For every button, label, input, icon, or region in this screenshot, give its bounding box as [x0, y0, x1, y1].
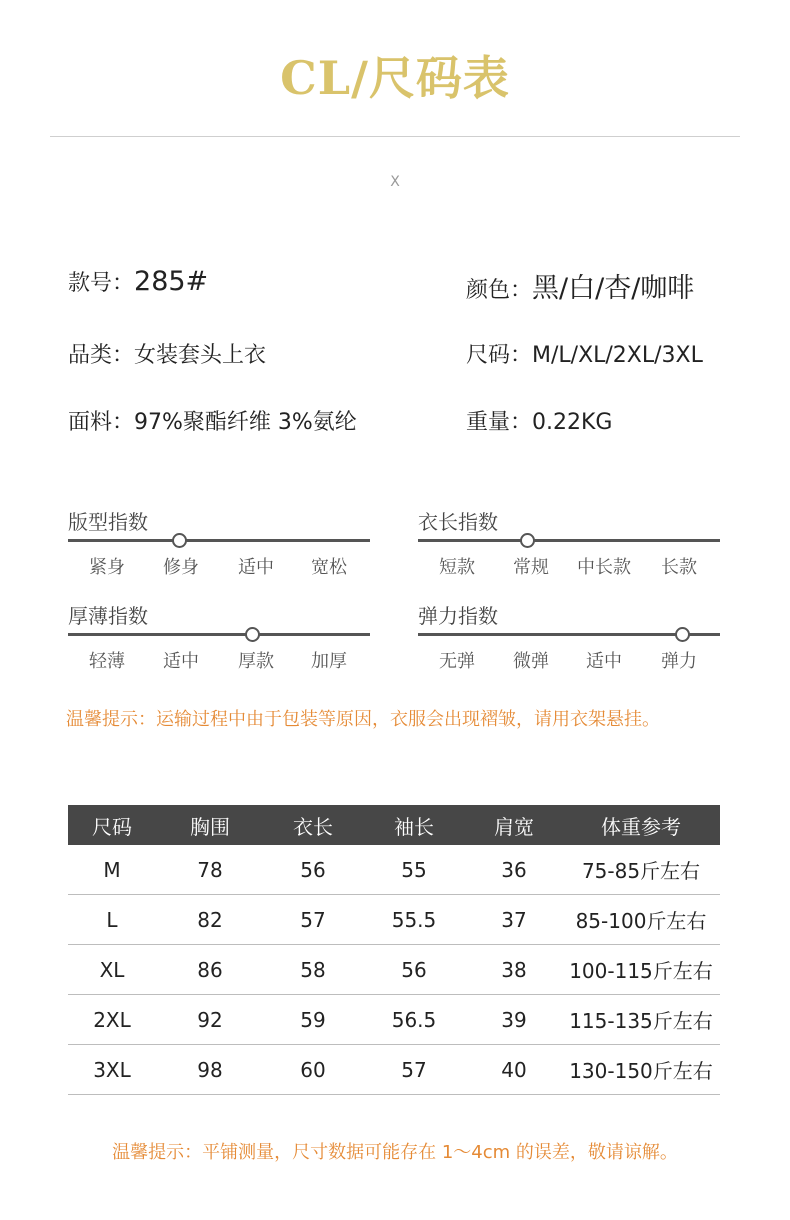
elasticity-index-tick: 无弹 — [439, 651, 475, 672]
table-cell: M — [68, 845, 156, 895]
thickness-index-tick: 加厚 — [311, 651, 347, 672]
elasticity-index-tick: 微弹 — [513, 651, 549, 672]
length-index-tick: 长款 — [661, 557, 697, 578]
table-cell: 36 — [466, 845, 562, 895]
elasticity-index-tick: 弹力 — [661, 651, 697, 672]
table-cell: 98 — [156, 1045, 264, 1095]
thickness-index-tick: 轻薄 — [89, 651, 125, 672]
fit-index-tick: 紧身 — [89, 557, 125, 578]
close-icon[interactable]: X — [390, 174, 400, 190]
length-index-marker — [520, 533, 535, 548]
fit-index-tick: 宽松 — [311, 557, 347, 578]
table-cell: 58 — [264, 945, 362, 995]
table-cell: 39 — [466, 995, 562, 1045]
thickness-index-track — [68, 633, 370, 636]
fit-index-label: 版型指数 — [68, 510, 148, 534]
table-cell: L — [68, 895, 156, 945]
length-index-track — [418, 539, 720, 542]
table-cell: 56 — [362, 945, 466, 995]
color-label: 颜色： — [466, 278, 533, 303]
style-number-value: 285# — [134, 266, 209, 297]
measurement-tip: 温馨提示：平铺测量，尺寸数据可能存在 1～4cm 的误差，敬请谅解。 — [112, 1142, 678, 1163]
shipping-tip: 温馨提示：运输过程中由于包装等原因，衣服会出现褶皱，请用衣架悬挂。 — [66, 709, 660, 730]
table-cell: 85-100斤左右 — [562, 895, 720, 945]
table-cell: 59 — [264, 995, 362, 1045]
header-cell: 衣长 — [264, 805, 362, 845]
color-options — [466, 266, 694, 305]
style-number — [68, 266, 208, 297]
fit-index-tick: 修身 — [163, 557, 199, 578]
table-cell: 78 — [156, 845, 264, 895]
table-cell: 115-135斤左右 — [562, 995, 720, 1045]
thickness-index-label: 厚薄指数 — [68, 604, 148, 628]
table-cell: 86 — [156, 945, 264, 995]
length-index-tick: 短款 — [439, 557, 475, 578]
header-cell: 胸围 — [156, 805, 264, 845]
table-cell: 57 — [362, 1045, 466, 1095]
table-cell: 56.5 — [362, 995, 466, 1045]
table-cell: 55 — [362, 845, 466, 895]
table-cell: 38 — [466, 945, 562, 995]
header-cell: 体重参考 — [562, 805, 720, 845]
table-cell: 2XL — [68, 995, 156, 1045]
table-cell: 130-150斤左右 — [562, 1045, 720, 1095]
length-index-label: 衣长指数 — [418, 510, 498, 534]
table-cell: 56 — [264, 845, 362, 895]
thickness-index-tick: 厚款 — [238, 651, 274, 672]
header-cell: 袖长 — [362, 805, 466, 845]
elasticity-index-tick: 适中 — [586, 651, 622, 672]
weight-info: 重量：0.22KG — [466, 410, 613, 435]
table-row — [68, 845, 720, 895]
table-cell: 55.5 — [362, 895, 466, 945]
fit-index-track — [68, 539, 370, 542]
elasticity-index-label: 弹力指数 — [418, 604, 498, 628]
header-cell: 尺码 — [68, 805, 156, 845]
size-range-info: 尺码：M/L/XL/2XL/3XL — [466, 343, 703, 368]
title-divider — [50, 136, 740, 137]
page-title: CL/尺码表 — [280, 51, 510, 105]
fabric-info: 面料：97%聚酯纤维 3%氨纶 — [68, 410, 357, 435]
table-cell: 3XL — [68, 1045, 156, 1095]
table-row — [68, 995, 720, 1045]
table-cell: 37 — [466, 895, 562, 945]
table-row — [68, 1045, 720, 1095]
table-cell: 75-85斤左右 — [562, 845, 720, 895]
fit-index-tick: 适中 — [238, 557, 274, 578]
table-cell: 60 — [264, 1045, 362, 1095]
table-cell: 100-115斤左右 — [562, 945, 720, 995]
size-table — [68, 805, 720, 1095]
table-row — [68, 895, 720, 945]
table-cell: XL — [68, 945, 156, 995]
header-cell: 肩宽 — [466, 805, 562, 845]
style-number-label: 款号： — [68, 271, 135, 296]
thickness-index-tick: 适中 — [163, 651, 199, 672]
table-cell: 57 — [264, 895, 362, 945]
color-value: 黑/白/杏/咖啡 — [532, 273, 695, 304]
table-cell: 40 — [466, 1045, 562, 1095]
length-index-tick: 常规 — [513, 557, 549, 578]
fit-index-marker — [172, 533, 187, 548]
table-cell: 82 — [156, 895, 264, 945]
category-info: 品类：女装套头上衣 — [68, 343, 267, 368]
table-row — [68, 945, 720, 995]
length-index-tick: 中长款 — [577, 557, 631, 578]
thickness-index-marker — [245, 627, 260, 642]
table-cell: 92 — [156, 995, 264, 1045]
size-table-header — [68, 805, 720, 845]
elasticity-index-marker — [675, 627, 690, 642]
